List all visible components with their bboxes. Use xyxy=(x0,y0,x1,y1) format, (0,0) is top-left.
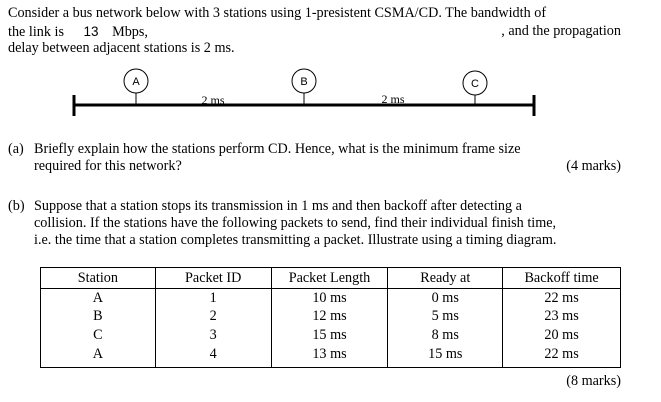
header-ready-at: Ready at xyxy=(388,268,503,289)
table-row xyxy=(41,308,621,327)
cell-station: B xyxy=(41,308,156,327)
station-a-label: A xyxy=(132,76,140,88)
cell-ready-at: 8 ms xyxy=(388,326,503,345)
part-a-line-1: Briefly explain how the stations perform CD. Hence, what is the minimum frame size xyxy=(34,141,521,157)
station-c-label: C xyxy=(471,78,479,90)
header-backoff-time: Backoff time xyxy=(503,268,621,289)
cell-backoff-time: 22 ms xyxy=(503,288,621,307)
table-header-row xyxy=(41,268,621,289)
cell-ready-at: 15 ms xyxy=(388,345,503,367)
header-packet-length: Packet Length xyxy=(271,268,388,289)
cell-packet-length: 15 ms xyxy=(271,326,388,345)
cell-backoff-time: 20 ms xyxy=(503,326,621,345)
cell-ready-at: 0 ms xyxy=(388,288,503,307)
cell-packet-id: 1 xyxy=(155,288,271,307)
part-b-line-2: collision. If the stations have the following packets to send, find their individual finish time, xyxy=(34,215,557,231)
cell-station: C xyxy=(41,326,156,345)
station-c-node xyxy=(463,71,487,104)
part-a-marks: (4 marks) xyxy=(566,158,621,174)
cell-station: A xyxy=(41,345,156,367)
part-a-label: (a) xyxy=(8,141,24,157)
part-b-label: (b) xyxy=(8,198,25,214)
intro-line-2-prefix: the link is xyxy=(8,24,64,40)
station-b-node xyxy=(292,69,316,104)
delay-label-ab: 2 ms xyxy=(201,93,225,107)
delay-label-bc: 2 ms xyxy=(381,92,405,106)
station-b-label: B xyxy=(300,76,308,88)
intro-line-2-unit: Mbps, xyxy=(112,24,148,40)
table-row xyxy=(41,345,621,367)
cell-backoff-time: 23 ms xyxy=(503,308,621,327)
header-station: Station xyxy=(41,268,156,289)
cell-packet-id: 3 xyxy=(155,326,271,345)
cell-ready-at: 5 ms xyxy=(388,308,503,327)
bandwidth-input[interactable]: 13 xyxy=(83,24,99,39)
header-packet-id: Packet ID xyxy=(155,268,271,289)
cell-packet-id: 4 xyxy=(155,345,271,367)
bus-network-diagram xyxy=(0,0,661,130)
part-a-line-2: required for this network? xyxy=(34,158,182,174)
intro-line-1: Consider a bus network below with 3 stations using 1-presistent CSMA/CD. The bandwidth of xyxy=(8,5,547,21)
table-row xyxy=(41,288,621,307)
cell-packet-id: 2 xyxy=(155,308,271,327)
cell-packet-length: 13 ms xyxy=(271,345,388,367)
packet-table xyxy=(40,267,621,368)
part-b-marks: (8 marks) xyxy=(566,373,621,389)
part-b-line-1: Suppose that a station stops its transmission in 1 ms and then backoff after detecting a xyxy=(34,198,522,214)
intro-line-2-right: , and the propagation xyxy=(501,23,621,39)
cell-station: A xyxy=(41,288,156,307)
cell-packet-length: 10 ms xyxy=(271,288,388,307)
station-a-node xyxy=(124,69,148,104)
table-row xyxy=(41,326,621,345)
cell-backoff-time: 22 ms xyxy=(503,345,621,367)
part-b-line-3: i.e. the time that a station completes transmitting a packet. Illustrate using a timing diagram. xyxy=(34,232,557,248)
intro-line-3: delay between adjacent stations is 2 ms. xyxy=(8,40,235,56)
cell-packet-length: 12 ms xyxy=(271,308,388,327)
